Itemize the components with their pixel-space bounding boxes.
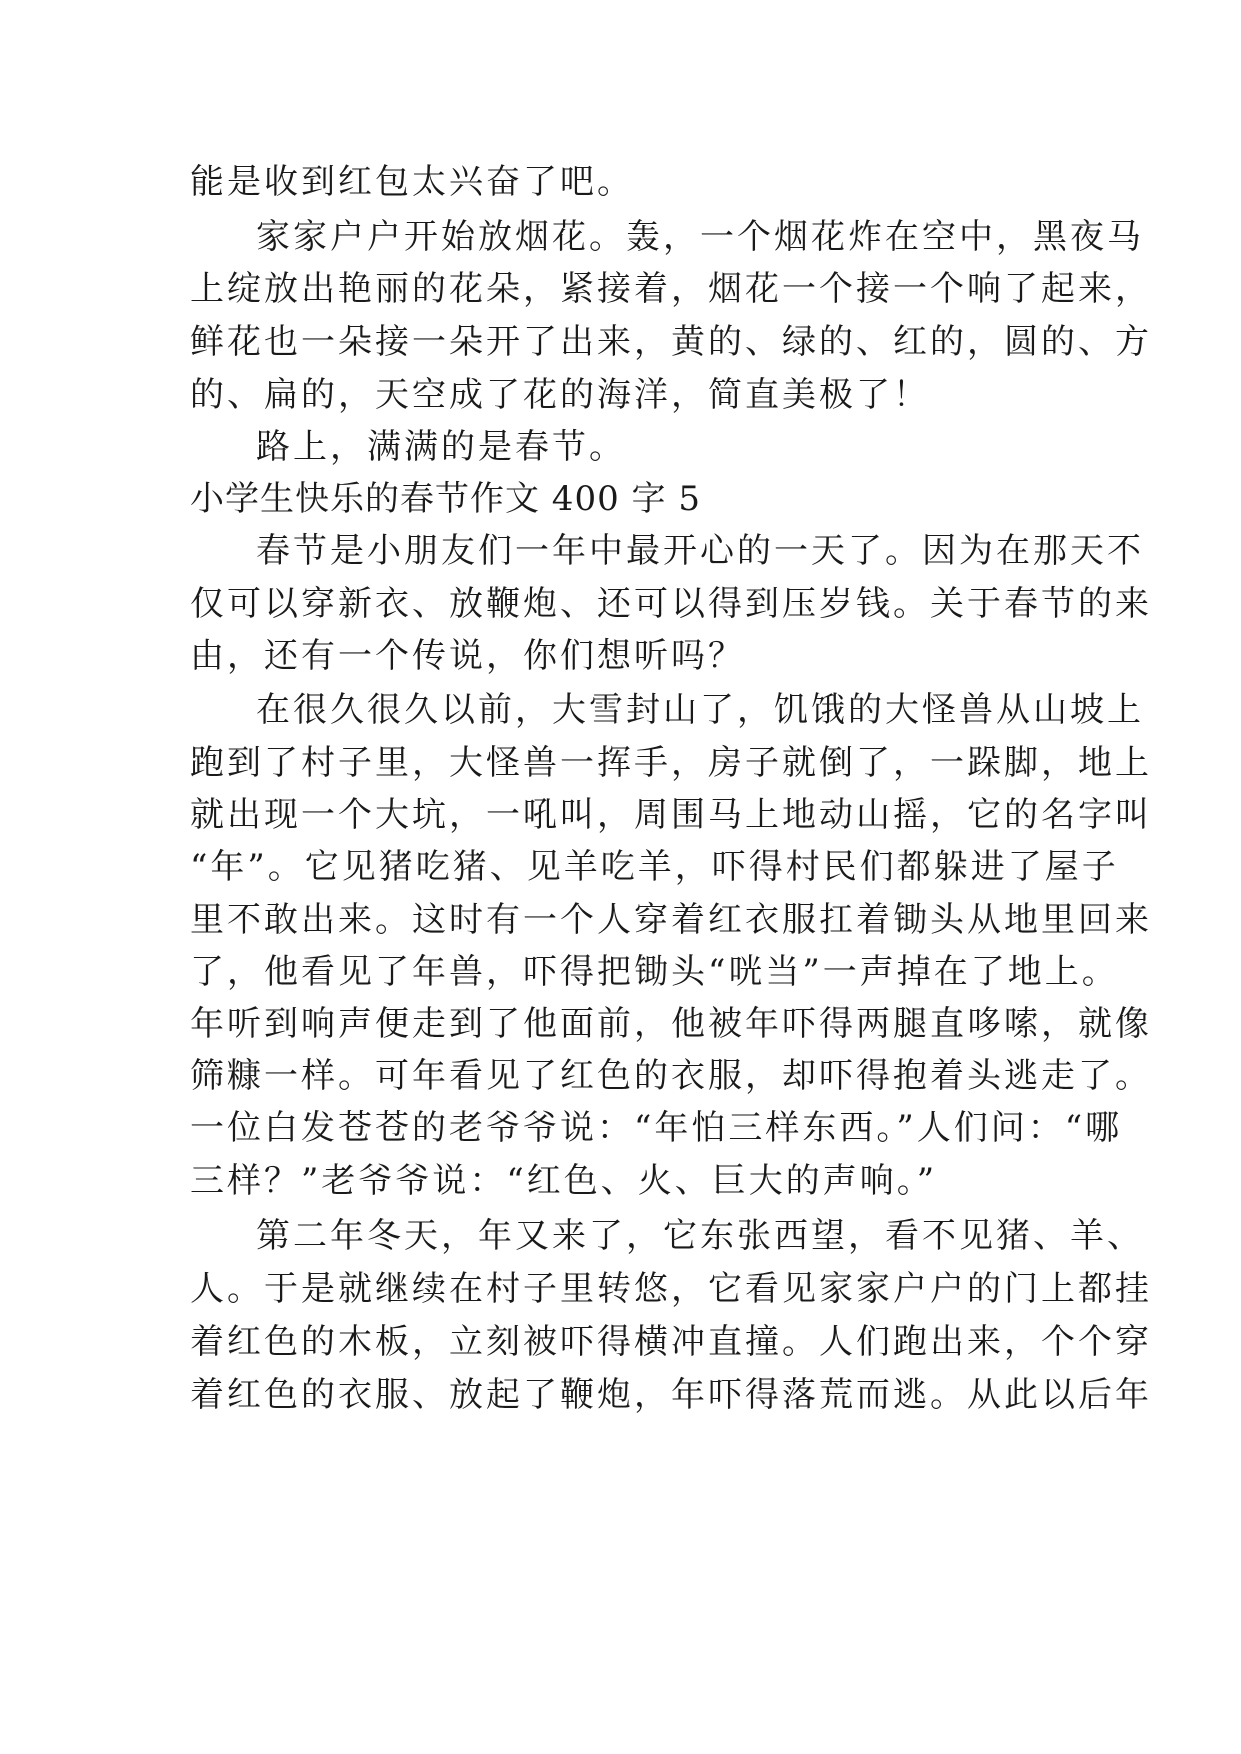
- text-line: 着红色的木板，立刻被吓得横冲直撞。人们跑出来，个个穿: [190, 1322, 1152, 1362]
- text-line: 的、扁的，天空成了花的海洋，简直美极了！: [190, 375, 930, 415]
- text-line: 鲜花也一朵接一朵开了出来，黄的、绿的、红的，圆的、方: [190, 322, 1152, 362]
- text-line: 人。于是就继续在村子里转悠，它看见家家户户的门上都挂: [190, 1269, 1152, 1309]
- section-heading: 小学生快乐的春节作文 400 字 5: [190, 479, 701, 519]
- text-line: 了，他看见了年兽，吓得把锄头“咣当”一声掉在了地上。: [190, 952, 1119, 992]
- paragraph-start-line: 家家户户开始放烟花。轰，一个烟花炸在空中，黑夜马: [256, 217, 1144, 257]
- text-line: 上绽放出艳丽的花朵，紧接着，烟花一个接一个响了起来，: [190, 269, 1152, 309]
- text-line: 年听到响声便走到了他面前，他被年吓得两腿直哆嗦，就像: [190, 1004, 1152, 1044]
- paragraph-start-line: 第二年冬天，年又来了，它东张西望，看不见猪、羊、: [256, 1216, 1144, 1256]
- text-line: 仅可以穿新衣、放鞭炮、还可以得到压岁钱。关于春节的来: [190, 584, 1152, 624]
- text-line: 就出现一个大坑，一吼叫，周围马上地动山摇，它的名字叫: [190, 795, 1152, 835]
- paragraph-start-line: 路上，满满的是春节。: [256, 427, 626, 467]
- paragraph-start-line: 春节是小朋友们一年中最开心的一天了。因为在那天不: [256, 531, 1144, 571]
- text-line: 三样？”老爷爷说：“红色、火、巨大的声响。”: [190, 1161, 938, 1201]
- text-line: 一位白发苍苍的老爷爷说：“年怕三样东西。”人们问：“哪: [190, 1108, 1123, 1148]
- text-line: 筛糠一样。可年看见了红色的衣服，却吓得抱着头逃走了。: [190, 1056, 1152, 1096]
- text-line: 着红色的衣服、放起了鞭炮，年吓得落荒而逃。从此以后年: [190, 1375, 1152, 1415]
- text-line: 里不敢出来。这时有一个人穿着红衣服扛着锄头从地里回来: [190, 900, 1152, 940]
- text-line: 跑到了村子里，大怪兽一挥手，房子就倒了，一跺脚，地上: [190, 743, 1152, 783]
- text-line: 能是收到红包太兴奋了吧。: [190, 162, 634, 202]
- paragraph-start-line: 在很久很久以前，大雪封山了，饥饿的大怪兽从山坡上: [256, 690, 1144, 730]
- text-line: “年”。它见猪吃猪、见羊吃羊，吓得村民们都躲进了屋子: [190, 847, 1119, 887]
- text-line: 由，还有一个传说，你们想听吗？: [190, 636, 745, 676]
